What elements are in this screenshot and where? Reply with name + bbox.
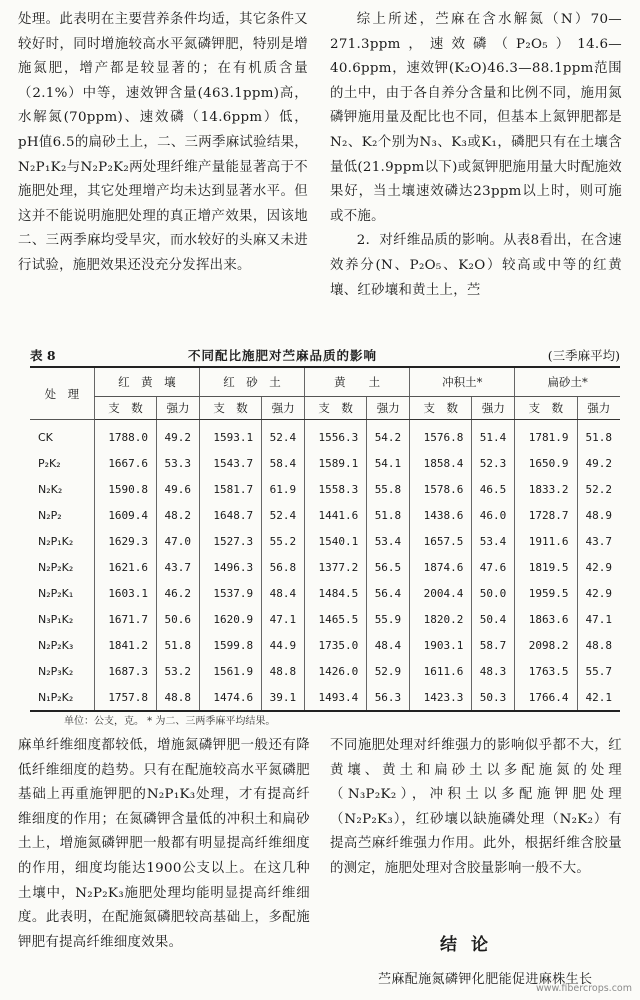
- count-cell: 1493.4: [305, 684, 367, 711]
- strength-cell: 48.8: [157, 684, 200, 711]
- count-cell: 1788.0: [94, 420, 156, 451]
- strength-cell: 50.0: [472, 580, 515, 606]
- table-row: [30, 606, 620, 632]
- strength-cell: 53.4: [472, 528, 515, 554]
- count-cell: 1593.1: [199, 420, 261, 451]
- count-cell: 1833.2: [515, 476, 577, 502]
- strength-cell: 52.4: [262, 420, 305, 451]
- count-cell: 1858.4: [410, 450, 472, 476]
- paragraph: 不同施肥处理对纤维强力的影响似乎都不大，红黄壤、黄土和扁砂土以多配施氮的处理（N₃P₂K₂），冲积土以多配施钾肥处理（N₂P₂K₃），红砂壤以缺施磷处理（N₂K₂）有提高苎麻纤维强力作用。此外，根据纤维含胶量的测定，施肥处理对含胶量影响一般不大。: [330, 738, 622, 876]
- strength-cell: 48.3: [472, 658, 515, 684]
- strength-cell: 56.5: [367, 554, 410, 580]
- count-cell: 1629.3: [94, 528, 156, 554]
- table-footnote: 单位：公支，克。 * 为二、三两季麻平均结果。: [64, 716, 276, 727]
- count-cell: 1540.1: [305, 528, 367, 554]
- body-text-bottom-right: [330, 734, 622, 882]
- table-row: [30, 632, 620, 658]
- strength-cell: 48.8: [262, 658, 305, 684]
- strength-cell: 58.7: [472, 632, 515, 658]
- strength-cell: 55.2: [262, 528, 305, 554]
- treatment-cell: N₂K₂: [38, 482, 63, 496]
- count-cell: 1728.7: [515, 502, 577, 528]
- treatment-cell: N₃P₁K₂: [38, 612, 74, 626]
- strength-cell: 50.4: [472, 606, 515, 632]
- strength-cell: 42.9: [577, 554, 620, 580]
- conclusion-first-line: 苎麻配施氮磷钾化肥能促进麻株生长: [378, 972, 593, 987]
- treatment-cell: CK: [38, 430, 53, 444]
- strength-cell: 43.7: [157, 554, 200, 580]
- strength-cell: 50.6: [157, 606, 200, 632]
- count-cell: 1576.8: [410, 420, 472, 451]
- count-cell: 1556.3: [305, 420, 367, 451]
- table-row: [30, 658, 620, 684]
- count-cell: 1484.5: [305, 580, 367, 606]
- strength-cell: 55.9: [367, 606, 410, 632]
- strength-cell: 51.4: [472, 420, 515, 451]
- strength-cell: 48.8: [577, 632, 620, 658]
- count-cell: 1603.1: [94, 580, 156, 606]
- count-cell: 1903.1: [410, 632, 472, 658]
- count-cell: 1611.6: [410, 658, 472, 684]
- strength-cell: 56.3: [367, 684, 410, 711]
- strength-cell: 47.1: [577, 606, 620, 632]
- treatment-cell: N₁P₂K₂: [38, 690, 74, 704]
- table-row: [30, 420, 620, 451]
- count-cell: 1423.3: [410, 684, 472, 711]
- strength-cell: 55.7: [577, 658, 620, 684]
- count-cell: 1757.8: [94, 684, 156, 711]
- strength-cell: 42.1: [577, 684, 620, 711]
- count-cell: 1648.7: [199, 502, 261, 528]
- header-soil: 红 黄 壤: [94, 367, 199, 397]
- header-count: 支 数: [305, 397, 367, 420]
- header-strength: 强力: [577, 397, 620, 420]
- section-heading: 结论: [440, 935, 502, 955]
- count-cell: 1671.7: [94, 606, 156, 632]
- strength-cell: 51.8: [577, 420, 620, 451]
- strength-cell: 54.1: [367, 450, 410, 476]
- strength-cell: 52.2: [577, 476, 620, 502]
- count-cell: 2098.2: [515, 632, 577, 658]
- strength-cell: 50.3: [472, 684, 515, 711]
- count-cell: 1426.0: [305, 658, 367, 684]
- strength-cell: 47.1: [262, 606, 305, 632]
- count-cell: 1959.5: [515, 580, 577, 606]
- body-text-top-right: [330, 8, 622, 303]
- strength-cell: 55.8: [367, 476, 410, 502]
- strength-cell: 48.4: [367, 632, 410, 658]
- treatment-cell: N₂P₃K₂: [38, 664, 74, 678]
- strength-cell: 46.0: [472, 502, 515, 528]
- table-row: [30, 528, 620, 554]
- strength-cell: 48.2: [157, 502, 200, 528]
- count-cell: 2004.4: [410, 580, 472, 606]
- count-cell: 1650.9: [515, 450, 577, 476]
- header-treatment: 处 理: [30, 367, 94, 420]
- count-cell: 1581.7: [199, 476, 261, 502]
- strength-cell: 52.9: [367, 658, 410, 684]
- count-cell: 1578.6: [410, 476, 472, 502]
- count-cell: 1841.2: [94, 632, 156, 658]
- count-cell: 1561.9: [199, 658, 261, 684]
- header-count: 支 数: [515, 397, 577, 420]
- paragraph: 2．对纤维品质的影响。从表8看出，在含速效养分(N、P₂O₅、K₂O）较高或中等的红黄壤、红砂壤和黄土上，苎: [330, 233, 622, 298]
- count-cell: 1763.5: [515, 658, 577, 684]
- table-title: 不同配比施肥对苎麻品质的影响: [188, 348, 378, 363]
- table-row: [30, 476, 620, 502]
- count-cell: 1657.5: [410, 528, 472, 554]
- header-strength: 强力: [472, 397, 515, 420]
- strength-cell: 61.9: [262, 476, 305, 502]
- count-cell: 1527.3: [199, 528, 261, 554]
- header-strength: 强力: [262, 397, 305, 420]
- treatment-cell: N₂P₂K₃: [38, 638, 74, 652]
- count-cell: 1819.5: [515, 554, 577, 580]
- quality-table: [30, 366, 620, 712]
- count-cell: 1438.6: [410, 502, 472, 528]
- strength-cell: 46.2: [157, 580, 200, 606]
- count-cell: 1874.6: [410, 554, 472, 580]
- body-text-top-left: [18, 8, 308, 279]
- strength-cell: 46.5: [472, 476, 515, 502]
- count-cell: 1620.9: [199, 606, 261, 632]
- strength-cell: 58.4: [262, 450, 305, 476]
- treatment-cell: N₂P₂K₁: [38, 586, 74, 600]
- count-cell: 1766.4: [515, 684, 577, 711]
- count-cell: 1863.6: [515, 606, 577, 632]
- header-strength: 强力: [157, 397, 200, 420]
- paragraph: 综上所述，苎麻在含水解氮（N）70—271.3ppm，速效磷（P₂O₅）14.6—40.6ppm，速效钾(K₂O)46.3—88.1ppm范围的土中，由于各自养分含量和比例不同，施用氮磷钾施用量及配比也不同，但基本上氮钾肥都是N₂、K₂个别为N₃、K₃或K₁，磷肥只有在土壤含量低(21.9ppm以下)或氮钾肥施用量大时配施效果好，当土壤速效磷达23ppm以上时，则可施或不施。: [330, 12, 622, 224]
- table-row: [30, 684, 620, 711]
- strength-cell: 52.4: [262, 502, 305, 528]
- count-cell: 1599.8: [199, 632, 261, 658]
- strength-cell: 42.9: [577, 580, 620, 606]
- strength-cell: 51.8: [157, 632, 200, 658]
- table-caption: [30, 346, 620, 366]
- count-cell: 1820.2: [410, 606, 472, 632]
- strength-cell: 47.0: [157, 528, 200, 554]
- header-count: 支 数: [410, 397, 472, 420]
- count-cell: 1687.3: [94, 658, 156, 684]
- treatment-cell: N₂P₂: [38, 508, 62, 522]
- count-cell: 1590.8: [94, 476, 156, 502]
- count-cell: 1558.3: [305, 476, 367, 502]
- treatment-cell: N₂P₁K₂: [38, 534, 74, 548]
- header-strength: 强力: [367, 397, 410, 420]
- paragraph: 麻单纤维细度都较低，增施氮磷钾肥一般还有降低纤维细度的趋势。只有在配施较高水平氮磷肥基础上再重施钾肥的N₂P₁K₃处理，才有提高纤维细度的作用；在氮磷钾含量低的冲积土和扁砂土上，增施氮磷钾肥一般都有明显提高纤维细度的作用，细度均能达1900公支以上。在这几种土壤中，N₂P₂K₃施肥处理均能明显提高纤维细度。此表明，在配施氮磷肥较高基础上，多配施钾肥有提高纤维细度效果。: [18, 738, 310, 950]
- header-soil: 扁砂土*: [515, 367, 620, 397]
- paragraph: 处理。此表明在主要营养条件均适，其它条件又较好时，同时增施较高水平氮磷钾肥，特别是增施氮肥，增产都是较显著的；在有机质含量（2.1%）中等，速效钾含量(463.1ppm)高，水解氮(70ppm)、速效磷（14.6ppm）低，pH值6.5的扁砂土上，二、三两季麻试验结果，N₂P₁K₂与N₂P₂K₂两处理纤维产量能显著高于不施肥处理，其它处理增产均未达到显著水平。但这并不能说明施肥处理的真正增产效果，因该地二、三两季麻均受旱灾，而水较好的头麻又未进行试验，施肥效果还没充分发挥出来。: [18, 12, 308, 273]
- count-cell: 1781.9: [515, 420, 577, 451]
- strength-cell: 54.2: [367, 420, 410, 451]
- strength-cell: 47.6: [472, 554, 515, 580]
- count-cell: 1667.6: [94, 450, 156, 476]
- count-cell: 1377.2: [305, 554, 367, 580]
- strength-cell: 39.1: [262, 684, 305, 711]
- strength-cell: 43.7: [577, 528, 620, 554]
- table-note: (三季麻平均): [547, 348, 620, 363]
- strength-cell: 53.4: [367, 528, 410, 554]
- strength-cell: 49.2: [157, 420, 200, 451]
- table-row: [30, 580, 620, 606]
- strength-cell: 44.9: [262, 632, 305, 658]
- header-soil: 黄 土: [305, 367, 410, 397]
- body-text-bottom-left: [18, 734, 310, 955]
- count-cell: 1465.5: [305, 606, 367, 632]
- table-row: [30, 502, 620, 528]
- strength-cell: 53.3: [157, 450, 200, 476]
- count-cell: 1441.6: [305, 502, 367, 528]
- strength-cell: 53.2: [157, 658, 200, 684]
- table-body: [30, 420, 620, 712]
- header-soil: 红 砂 土: [199, 367, 304, 397]
- header-soil: 冲积土*: [410, 367, 515, 397]
- table-number: 表 8: [30, 348, 56, 363]
- strength-cell: 52.3: [472, 450, 515, 476]
- table-row: [30, 450, 620, 476]
- count-cell: 1474.6: [199, 684, 261, 711]
- count-cell: 1735.0: [305, 632, 367, 658]
- strength-cell: 48.4: [262, 580, 305, 606]
- header-count: 支 数: [94, 397, 156, 420]
- count-cell: 1543.7: [199, 450, 261, 476]
- strength-cell: 49.2: [577, 450, 620, 476]
- strength-cell: 56.8: [262, 554, 305, 580]
- strength-cell: 56.4: [367, 580, 410, 606]
- header-count: 支 数: [199, 397, 261, 420]
- count-cell: 1621.6: [94, 554, 156, 580]
- treatment-cell: P₂K₂: [38, 456, 61, 470]
- count-cell: 1537.9: [199, 580, 261, 606]
- count-cell: 1609.4: [94, 502, 156, 528]
- count-cell: 1911.6: [515, 528, 577, 554]
- treatment-cell: N₂P₂K₂: [38, 560, 74, 574]
- table-row: [30, 554, 620, 580]
- watermark: www.fibercrops.com: [535, 983, 632, 994]
- strength-cell: 48.9: [577, 502, 620, 528]
- strength-cell: 49.6: [157, 476, 200, 502]
- count-cell: 1589.1: [305, 450, 367, 476]
- strength-cell: 51.8: [367, 502, 410, 528]
- count-cell: 1496.3: [199, 554, 261, 580]
